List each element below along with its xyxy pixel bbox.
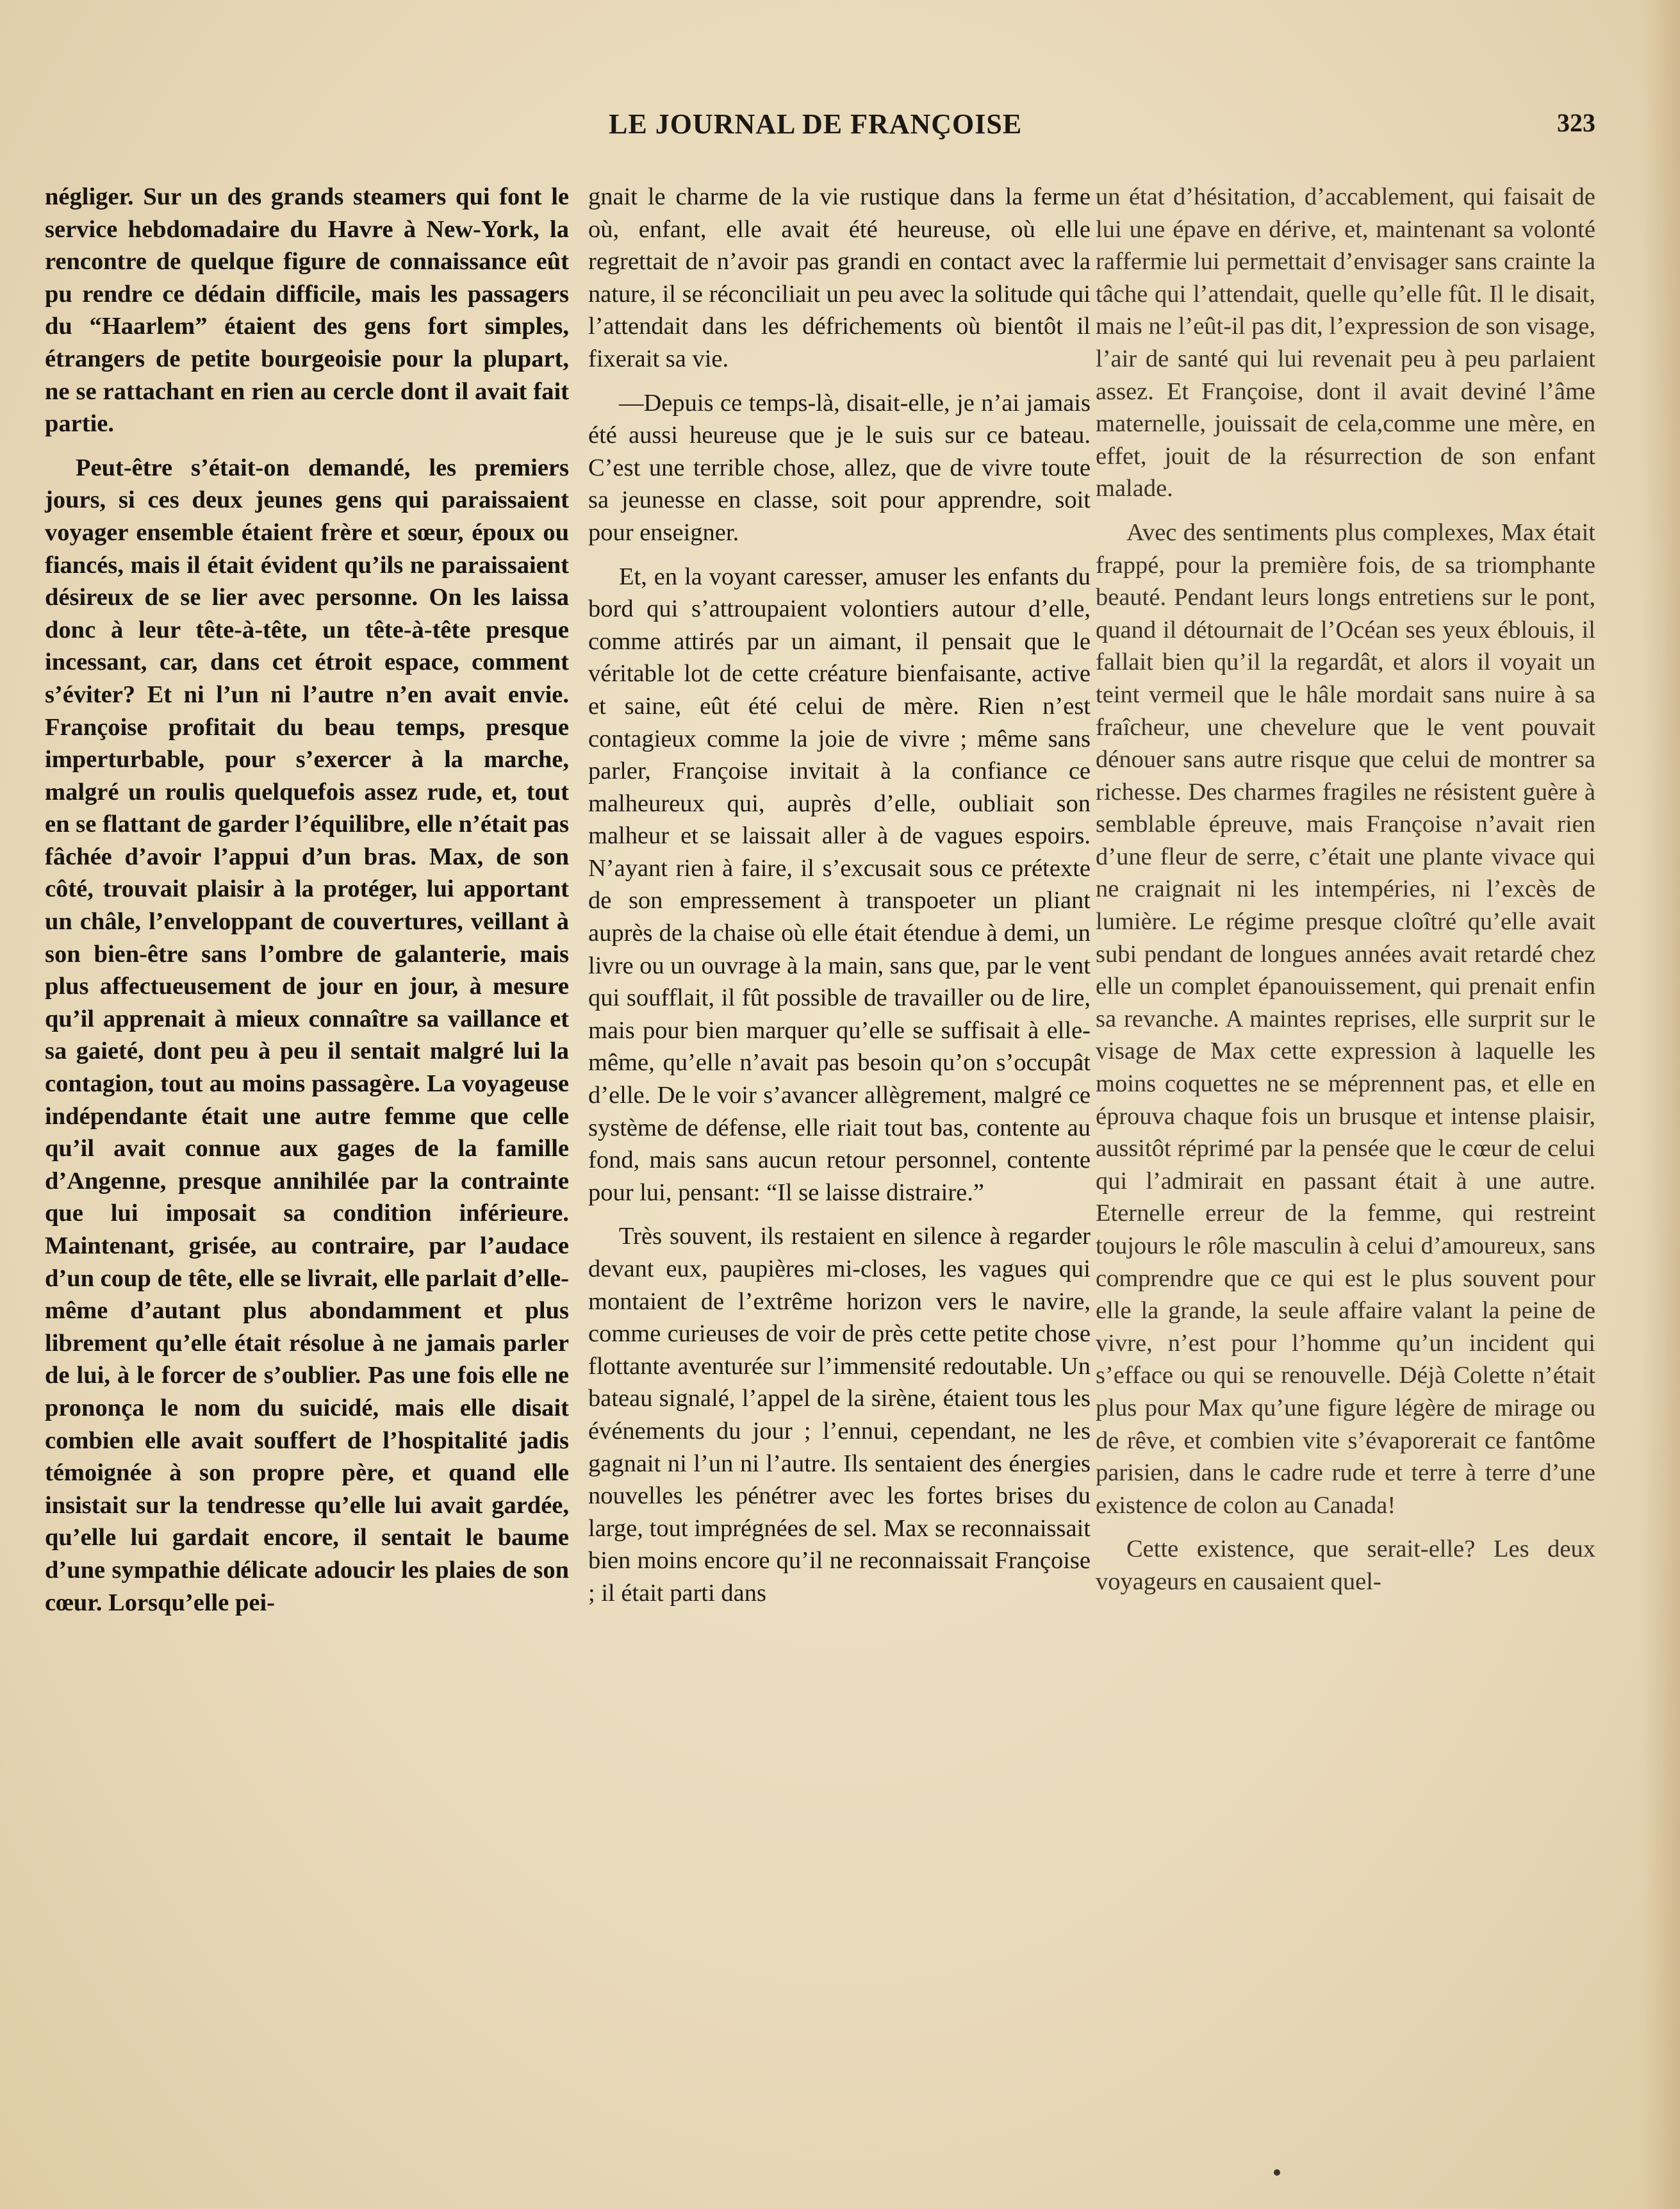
- paragraph: Très souvent, ils restaient en silence à regarder devant eux, paupières mi-closes, les vagues qui montaient de l’extrême horizon vers le navire, comme curieuses de voir de près cette petite chose flottante aventurée sur l’immensité redoutable. Un bateau signalé, l’appel de la sirène, étaient tous les événements du jour ; l’ennui, cependant, ne les gagnait ni l’un ni l’autre. Ils sentaient des énergies nouvelles les pénétrer avec les fortes brises du large, tout imprégnées de sel. Max se reconnaissait bien moins encore qu’il ne reconnaissait Françoise ; il était parti dans: [588, 1223, 1091, 1607]
- page-edge-shadow: [1642, 0, 1680, 2209]
- text-column-2: [588, 181, 1091, 1610]
- page-number: 323: [1557, 108, 1595, 137]
- running-header: [596, 108, 1595, 153]
- paragraph: Peut-être s’était-on demandé, les premiers jours, si ces deux jeunes gens qui paraissaient voyager ensemble étaient frère et sœur, époux ou fiancés, mais il était évident qu’ils ne paraissaient désireux de se lier avec personne. On les laissa donc à leur tête-à-tête, un tête-à-tête presque incessant, car, dans cet étroit espace, comment s’éviter? Et ni l’un ni l’autre n’en avait envie. Françoise profitait du beau temps, presque imperturbable, pour s’exercer à la marche, malgré un roulis quelquefois assez rude, et, tout en se flattant de garder l’équilibre, elle n’était pas fâchée d’avoir l’appui d’un bras. Max, de son côté, trouvait plaisir à la protéger, lui apportant un châle, l’enveloppant de couvertures, veillant à son bien-être sans l’ombre de galanterie, mais plus affectueusement de jour en jour, à mesure qu’il apprenait à mieux connaître sa vaillance et sa gaieté, dont peu à peu il sentait malgré lui la contagion, tout au moins passagère. La voyageuse indépendante était une autre femme que celle qu’il avait connue aux gages de la famille d’Angenne, presque annihilée par la contrainte que lui imposait sa condition inférieure. Maintenant, grisée, au contraire, par l’audace d’un coup de tête, elle se livrait, elle parlait d’elle-même d’autant plus abondamment et plus librement qu’elle était résolue à ne jamais parler de lui, à le forcer de s’oublier. Pas une fois elle ne prononça le nom du suicidé, mais elle disait combien elle avait souffert de l’hospitalité jadis témoignée à son propre père, et quand elle insistait sur la tendresse qu’elle lui avait gardée, qu’elle lui gardait encore, il sentait le baume d’une sympathie délicate adoucir les plaies de son cœur. Lorsqu’elle pei-: [45, 454, 569, 1616]
- paragraph: Cette existence, que serait-elle? Les deux voyageurs en causaient quel-: [1096, 1535, 1595, 1595]
- paragraph: Et, en la voyant caresser, amuser les enfants du bord qui s’attroupaient volontiers autour d’elle, comme attirés par un aimant, il pensait que le véritable lot de cette créature bienfaisante, active et saine, eût été celui de mère. Rien n’est contagieux comme la joie de vivre ; même sans parler, Françoise invitait à la confiance ce malheureux qui, auprès d’elle, oubliait son malheur et se laissait aller à de vagues espoirs. N’ayant rien à faire, il s’excusait sous ce prétexte de son empressement à transpoeter un pliant auprès de la chaise où elle était étendue à demi, un livre ou un ouvrage à la main, sans que, par le vent qui soufflait, il fût possible de travailler ou de lire, mais pour bien marquer qu’elle se suffisait à elle-même, qu’elle n’avait pas besoin qu’on s’occupât d’elle. De le voir s’avancer allègrement, malgré ce système de défense, elle riait tout bas, contente au fond, mais sans aucun retour personnel, contente pour lui, pensant: “Il se laisse distraire.”: [588, 563, 1091, 1206]
- paragraph: gnait le charme de la vie rustique dans la ferme où, enfant, elle avait été heureuse, où elle regrettait de n’avoir pas grandi en contact avec la nature, il se réconciliait un peu avec la solitude qui l’attendait dans les défrichements où bientôt il fixerait sa vie.: [588, 183, 1091, 372]
- text-column-1: [45, 181, 569, 1619]
- paragraph: négliger. Sur un des grands steamers qui font le service hebdomadaire du Havre à New-York, la rencontre de quelque figure de connaissance eût pu rendre ce dédain difficile, mais les passagers du “Haarlem” étaient des gens fort simples, étrangers de petite bourgeoisie pour la plupart, ne se rattachant en rien au cercle dont il avait fait partie.: [45, 183, 569, 438]
- paragraph: Avec des sentiments plus complexes, Max était frappé, pour la première fois, de sa triomphante beauté. Pendant leurs longs entretiens sur le pont, quand il détournait de l’Océan ses yeux éblouis, il fallait bien qu’il la regardât, et alors il voyait un teint vermeil que le hâle mordait sans nuire à sa fraîcheur, une chevelure que le vent pouvait dénouer sans autre risque que celui de montrer sa richesse. Des charmes fragiles ne résistent guère à semblable épreuve, mais Françoise n’avait rien d’une fleur de serre, c’était une plante vivace qui ne craignait ni les intempéries, ni l’excès de lumière. Le régime presque cloîtré qu’elle avait subi pendant de longues années avait retardé chez elle un complet épanouissement, qui prenait enfin sa revanche. A maintes reprises, elle surprit sur le visage de Max cette expression à laquelle les moins coquettes ne se méprennent pas, et elle en éprouva chaque fois un brusque et intense plaisir, aussitôt réprimé par la pensée que le cœur de celui qui l’admirait en passant était à une autre. Eternelle erreur de la femme, qui restreint toujours le rôle masculin à celui d’amoureux, sans comprendre que ce qui est le plus souvent pour elle la grande, la seule affaire valant la peine de vivre, n’est pour l’homme qu’un incident qui s’efface ou qui se renouvelle. Déjà Colette n’était plus pour Max qu’une figure légère de mirage ou de rêve, et combien vite s’évaporerait ce fantôme parisien, dans le cadre rude et terre à terre d’une existence de colon au Canada!: [1096, 518, 1595, 1519]
- paragraph: un état d’hésitation, d’accablement, qui faisait de lui une épave en dérive, et, maintenant sa volonté raffermie lui permettait d’envisager sans crainte la tâche qui l’attendait, quelle qu’elle fût. Il le disait, mais ne l’eût-il pas dit, l’expression de son visage, l’air de santé qui lui revenait peu à peu parlaient assez. Et Françoise, dont il avait deviné l’âme maternelle, jouissait de cela,comme une mère, en effet, jouit de la résurrection de son enfant malade.: [1096, 183, 1595, 502]
- text-column-3: [1096, 181, 1595, 1598]
- running-title: LE JOURNAL DE FRANÇOISE: [609, 108, 1023, 140]
- paragraph: —Depuis ce temps-là, disait-elle, je n’ai jamais été aussi heureuse que je le suis sur ce bateau. C’est une terrible chose, allez, que de vivre toute sa jeunesse en classe, soit pour apprendre, soit pour enseigner.: [588, 389, 1091, 546]
- ink-speck: [1274, 2169, 1280, 2176]
